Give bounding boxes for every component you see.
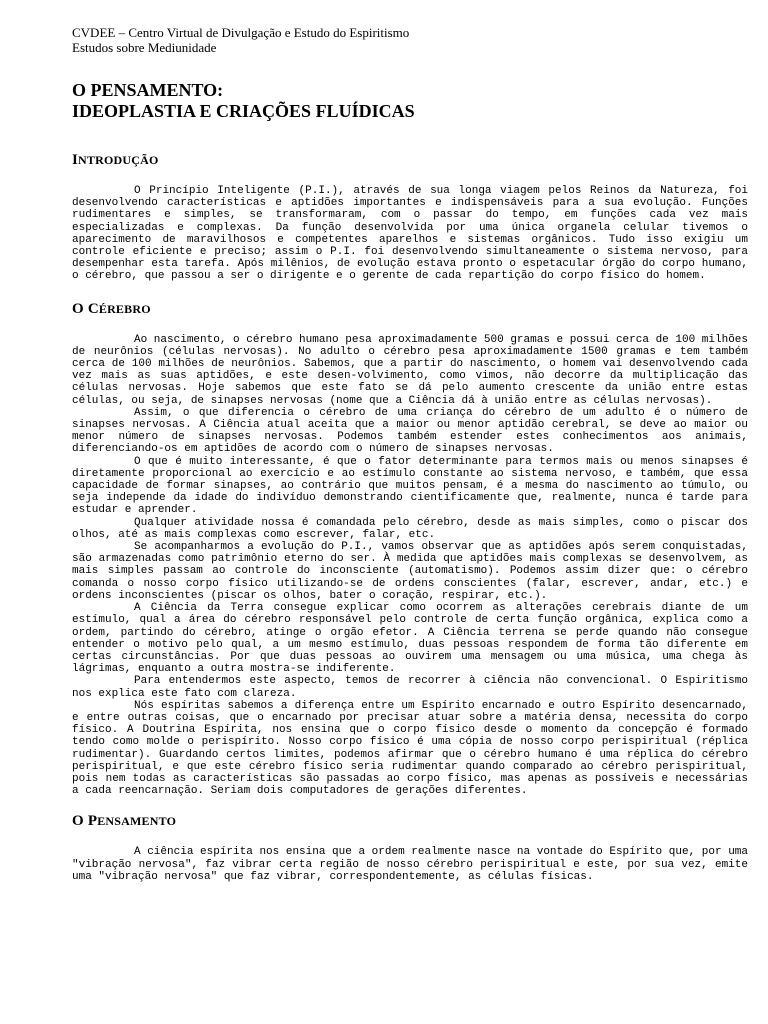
paragraph: A ciência espírita nos ensina que a ordem realmente nasce na vontade do Espírito que, por uma "vibração nervosa", faz vibrar certa região de nosso cérebro perispiritual e este, por sua vez, emite uma "vibração nervosa" que faz vibrar, correspondentemente, as células físicas. (72, 846, 748, 883)
paragraph: Qualquer atividade nossa é comandada pelo cérebro, desde as mais simples, como o piscar dos olhos, até as mais complexas como escrever, falar, etc. (72, 516, 748, 541)
document-title (72, 80, 748, 122)
paragraph: O Princípio Inteligente (P.I.), através de sua longa viagem pelos Reinos da Natureza, foi desenvolvendo características e aptidões importantes e indispensáveis para a sua evolução. Funções rudimentares e simples, se transformaram, com o passar do tempo, em funções cada vez mais especializadas e complexas. Da função desenvolvida por uma única organela celular tivemos o aparecimento de maravilhosos e competentes aparelhos e sistemas orgânicos. Tudo isso exigiu um controle eficiente e preciso; assim o P.I. foi desenvolvendo simultaneamente o sistema nervoso, para desempenhar esta tarefa. Após milênios, de evolução estava pronto o espetacular órgão do corpo humano, o cérebro, que passou a ser o dirigente e o gerente de cada repartição do corpo físico do homem. (72, 185, 748, 283)
section-heading-rest: ÉREBRO (98, 301, 151, 316)
title-line-1: O PENSAMENTO: (72, 80, 224, 100)
section-heading-cap: O P (72, 813, 98, 830)
paragraph: Para entendermos este aspecto, temos de recorrer à ciência não convencional. O Espiritismo nos explica este fato com clareza. (72, 675, 748, 700)
header-org-name: CVDEE – Centro Virtual de Divulgação e Estudo do Espiritismo (72, 25, 410, 40)
section-heading-cap: I (72, 152, 79, 168)
paragraph: Ao nascimento, o cérebro humano pesa aproximadamente 500 gramas e possui cerca de 100 milhões de neurônios (células nervosas). No adulto o cérebro pesa aproximadamente 1500 gramas e tem também cerca de 100 milhões de neurônios. Sabemos, que a partir do nascimento, o homem vai desenvolvendo cada vez mais as suas aptidões, e este desen-volvimento, como vimos, não decorre da multiplicação das células nervosas. Hoje sabemos que este fato se dá pelo aumento crescente da união entre estas células, ou seja, de sinapses nervosas (nome que a Ciência dá à união entre as células nervosas). (72, 333, 748, 407)
section-heading-rest: ENSAMENTO (97, 814, 177, 829)
section-heading-rest: NTRODUÇÃO (78, 153, 159, 167)
document-page (72, 25, 748, 883)
section-heading-cap: O C (72, 300, 99, 317)
paragraph: Se acompanharmos a evolução do P.I., vamos observar que as aptidões após serem conquistadas, são armazenadas como patrimônio eterno do ser. À medida que aptidões mais complexas se desenvolvem, as mais simples passam ao controle do inconsciente (automatismo). Podemos assim dizer que: o cérebro comanda o nosso corpo físico utilizando-se de ordens conscientes (falar, escrever, andar, etc.) e ordens inconscientes (piscar os olhos, bater o coração, respirar, etc.). (72, 541, 748, 602)
section-heading-cerebro (72, 301, 748, 318)
section-heading-introducao (72, 152, 748, 169)
paragraph: O que é muito interessante, é que o fator determinante para termos mais ou menos sinapses é diretamente proporcional ao exercício e ao estímulo constante ao sistema nervoso, e também, que essa capacidade de formar sinapses, ao contrário que muitos pensam, é a mesma do nascimento ao túmulo, ou seja independe da idade do indivíduo demonstrando cientificamente que, realmente, nunca é tarde para estudar e aprender. (72, 455, 748, 517)
title-line-2: IDEOPLASTIA E CRIAÇÕES FLUÍDICAS (72, 101, 415, 121)
section-heading-pensamento (72, 813, 748, 830)
header-subtitle: Estudos sobre Mediunidade (72, 40, 217, 55)
paragraph: Nós espíritas sabemos a diferença entre um Espírito encarnado e outro Espírito desencarnado, e entre outras coisas, que o encarnado por precisar atuar sobre a matéria densa, necessita do corpo físico. A Doutrina Espírita, nos ensina que o corpo físico desde o momento da concepção é formado tendo como molde o perispírito. Nosso corpo físico é uma cópia de nosso corpo perispiritual (réplica rudimentar). Guardando certos limites, podemos afirmar que o cérebro humano é uma réplica do cérebro perispiritual, e que este cérebro físico seria rudimentar quando comparado ao cérebro perispiritual, pois nem todas as características são passadas ao corpo físico, mas apenas as possíveis e necessárias a cada reencarnação. Seriam dois computadores de gerações diferentes. (72, 699, 748, 798)
paragraph: A Ciência da Terra consegue explicar como ocorrem as alterações cerebrais diante de um estímulo, qual a área do cérebro responsável pelo controle de certa função orgânica, explica como a ordem, partindo do cérebro, atinge o orgão efetor. A Ciência terrena se perde quando não consegue entender o motivo pelo qual, a um mesmo estímulo, duas pessoas respondem de forma tão diferente em certas circunstâncias. Por que duas pessoas ao ouvirem uma mensagem ou uma música, uma chega às lágrimas, enquanto a outra mostra-se indiferente. (72, 602, 748, 676)
paragraph: Assim, o que diferencia o cérebro de uma criança do cérebro de um adulto é o número de sinapses nervosas. A Ciência atual aceita que a maior ou menor aptidão cerebral, se deve ao maior ou menor número de sinapses nervosas. Podemos também estender estes conhecimentos aos animais, diferenciando-os em aptidões de acordo com o número de sinapses nervosas. (72, 406, 748, 456)
